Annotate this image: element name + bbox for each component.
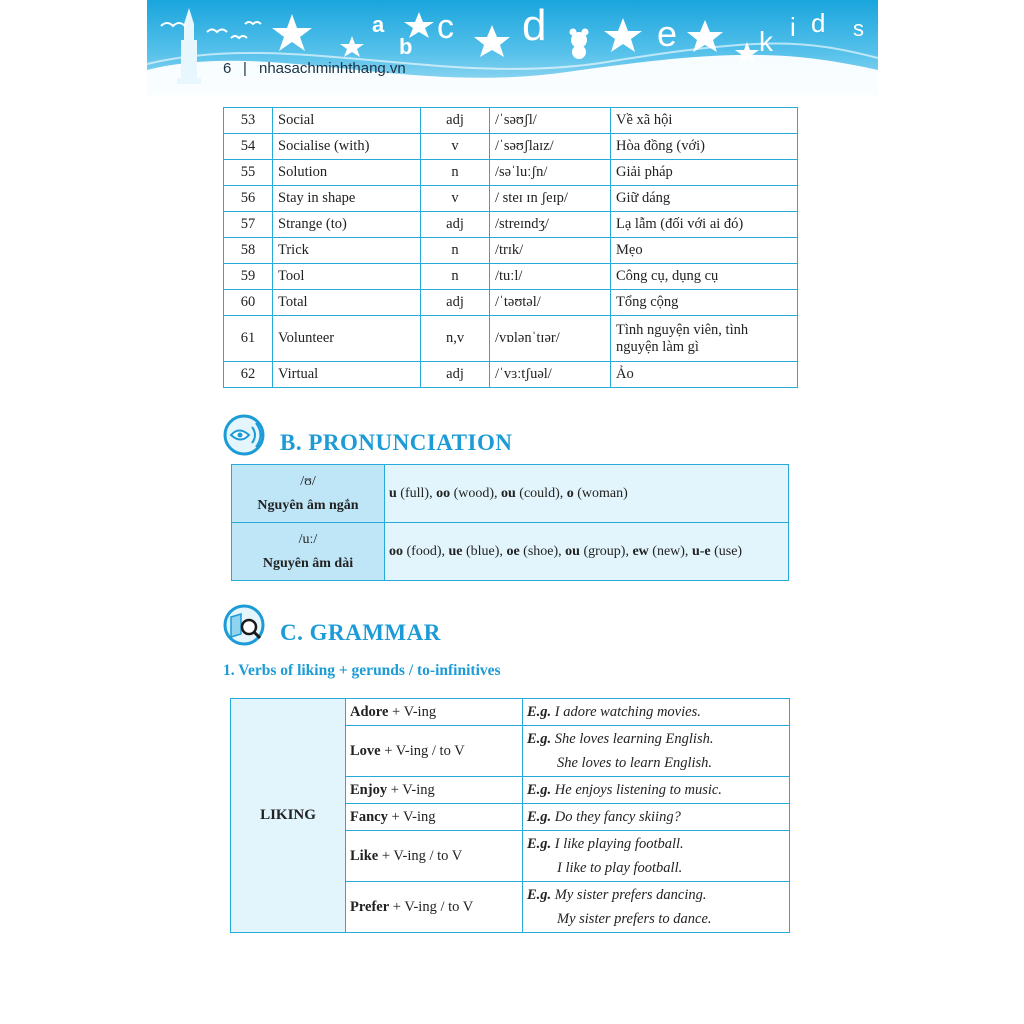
vocab-meaning: Hòa đồng (với): [611, 134, 798, 160]
vocab-meaning: Lạ lẫm (đối với ai đó): [611, 212, 798, 238]
spelling-example: (blue),: [462, 543, 507, 559]
grammar-verb-pattern: [346, 726, 523, 777]
vocab-meaning: Tổng cộng: [611, 290, 798, 316]
banner-letter-e: e: [657, 13, 678, 54]
grammar-verb-pattern: [346, 882, 523, 933]
vocab-meaning: Công cụ, dụng cụ: [611, 264, 798, 290]
grammar-pattern: + V-ing: [387, 781, 435, 798]
pronunciation-title: B. PRONUNCIATION: [280, 430, 513, 455]
grammar-example-line: She loves to learn English.: [557, 755, 713, 771]
vocab-number: 61: [224, 316, 273, 362]
eg-label: E.g.: [527, 809, 552, 825]
grammar-examples: [523, 777, 790, 804]
pronunciation-table: [231, 464, 789, 581]
vocab-word: Strange (to): [273, 212, 421, 238]
vocab-row: [224, 108, 798, 134]
grammar-verb-pattern: [346, 831, 523, 882]
vocab-row: [224, 264, 798, 290]
vocab-ipa: /streɪndʒ/: [490, 212, 611, 238]
pronunciation-row: [232, 465, 789, 523]
vocab-number: 62: [224, 362, 273, 388]
vocab-number: 59: [224, 264, 273, 290]
grammar-examples: [523, 831, 790, 882]
spelling-pattern: ue: [448, 543, 463, 559]
vocab-word: Social: [273, 108, 421, 134]
banner-letter-b: b: [399, 34, 413, 59]
example-sentence: He enjoys listening to music.: [554, 782, 722, 798]
eg-label: E.g.: [527, 704, 552, 720]
grammar-pattern: + V-ing / to V: [378, 847, 463, 864]
spelling-pattern: ew: [632, 543, 649, 559]
stars-icon: [272, 8, 759, 63]
vocab-row: [224, 316, 798, 362]
vocab-part-of-speech: n,v: [421, 316, 490, 362]
pronunciation-vowel-type: Nguyên âm ngắn: [257, 497, 359, 513]
spelling-example: (woman): [573, 485, 628, 501]
eg-label: E.g.: [527, 887, 552, 903]
spelling-example: (group),: [579, 543, 633, 559]
vocab-word: Total: [273, 290, 421, 316]
grammar-verb: Enjoy: [350, 781, 388, 798]
example-sentence: My sister prefers dancing.: [554, 887, 707, 903]
grammar-verb: Like: [350, 847, 379, 864]
vocab-number: 57: [224, 212, 273, 238]
grammar-verb-pattern: [346, 699, 523, 726]
vocab-part-of-speech: adj: [421, 108, 490, 134]
vocab-meaning: Tình nguyện viên, tình nguyện làm gì: [611, 316, 798, 362]
spelling-pattern: ou: [501, 485, 516, 501]
vocab-row: [224, 186, 798, 212]
grammar-examples: [523, 726, 790, 777]
vocab-row: [224, 290, 798, 316]
eg-label: E.g.: [527, 731, 552, 747]
grammar-pattern: + V-ing: [388, 703, 437, 720]
grammar-verb-pattern: [346, 777, 523, 804]
grammar-example-line: [527, 883, 785, 907]
pronunciation-spellings: [385, 465, 789, 523]
birds-icon: [161, 22, 261, 38]
vocab-row: [224, 212, 798, 238]
grammar-example-line: [527, 727, 785, 751]
vocab-meaning: Ảo: [611, 362, 798, 388]
vocab-number: 60: [224, 290, 273, 316]
vocab-ipa: /vɒlənˈtɪər/: [490, 316, 611, 362]
vocab-part-of-speech: v: [421, 134, 490, 160]
grammar-subheading: 1. Verbs of liking + gerunds / to-infinitives: [223, 662, 501, 679]
vocab-word: Tool: [273, 264, 421, 290]
example-sentence: I like playing football.: [554, 836, 684, 852]
grammar-example-line: [527, 832, 785, 856]
banner-letter-s: s: [853, 16, 864, 41]
banner-letter-k: k: [759, 26, 773, 57]
vocab-ipa: /səˈluːʃn/: [490, 160, 611, 186]
header-banner: [147, 0, 878, 96]
banner-letter-d: d: [522, 1, 547, 50]
example-sentence: I adore watching movies.: [554, 704, 701, 720]
grammar-category: LIKING: [231, 699, 346, 933]
example-sentence: Do they fancy skiing?: [554, 809, 681, 825]
grammar-verb: Love: [350, 742, 381, 759]
vocab-word: Socialise (with): [273, 134, 421, 160]
spelling-pattern: ou: [565, 543, 580, 559]
vocab-word: Stay in shape: [273, 186, 421, 212]
vocab-number: 54: [224, 134, 273, 160]
grammar-table: [230, 698, 790, 933]
site-url[interactable]: nhasachminhthang.vn: [259, 60, 406, 77]
vocab-number: 58: [224, 238, 273, 264]
banner-letter-c: c: [437, 8, 454, 46]
vocabulary-table: [223, 107, 798, 388]
grammar-pattern: + V-ing / to V: [389, 898, 474, 915]
vocab-number: 53: [224, 108, 273, 134]
spelling-pattern: u: [389, 485, 397, 501]
vocab-part-of-speech: n: [421, 160, 490, 186]
spelling-pattern: o: [566, 485, 574, 501]
grammar-examples: [523, 882, 790, 933]
grammar-pattern: + V-ing / to V: [380, 742, 465, 759]
spelling-example: (food),: [403, 543, 449, 559]
vocab-part-of-speech: adj: [421, 212, 490, 238]
vocab-part-of-speech: adj: [421, 362, 490, 388]
vocab-word: Solution: [273, 160, 421, 186]
vocab-meaning: Giữ dáng: [611, 186, 798, 212]
vocab-ipa: /trɪk/: [490, 238, 611, 264]
pronunciation-vowel-type: Nguyên âm dài: [262, 555, 354, 571]
vocab-meaning: Về xã hội: [611, 108, 798, 134]
vocab-ipa: /ˈsəʊʃlaɪz/: [490, 134, 611, 160]
teddy-bear-icon: [570, 29, 589, 60]
vocab-part-of-speech: n: [421, 238, 490, 264]
banner-letter-a: a: [372, 12, 385, 37]
grammar-examples: [523, 699, 790, 726]
pronunciation-icon: [222, 413, 268, 459]
grammar-icon: [222, 603, 268, 649]
spelling-example: (full),: [396, 485, 437, 501]
vocab-part-of-speech: v: [421, 186, 490, 212]
pronunciation-spellings: [385, 523, 789, 581]
page-number: 6: [223, 60, 232, 77]
vocab-word: Virtual: [273, 362, 421, 388]
vocab-row: [224, 238, 798, 264]
grammar-example-line: My sister prefers to dance.: [557, 911, 712, 927]
spelling-example: (new),: [648, 543, 692, 559]
grammar-title: C. GRAMMAR: [280, 620, 441, 645]
banner-letter-i: i: [790, 12, 796, 42]
vocab-meaning: Mẹo: [611, 238, 798, 264]
vocab-ipa: /tuːl/: [490, 264, 611, 290]
pronunciation-sound-cell: [232, 465, 385, 523]
spelling-example: (use): [710, 543, 743, 559]
banner-letter-d2: d: [811, 8, 826, 38]
pronunciation-sound: /ʊ/: [300, 473, 316, 489]
grammar-examples: [523, 804, 790, 831]
vocab-word: Trick: [273, 238, 421, 264]
header-separator: |: [243, 60, 247, 77]
vocab-ipa: / steɪ ɪn ʃeɪp/: [490, 186, 611, 212]
spelling-example: (shoe),: [519, 543, 566, 559]
grammar-example-line: [527, 700, 785, 724]
spelling-example: (wood),: [450, 485, 501, 501]
grammar-verb: Prefer: [350, 898, 390, 915]
vocab-ipa: /ˈvɜːtʃuəl/: [490, 362, 611, 388]
spelling-pattern: oo: [389, 543, 403, 559]
eg-label: E.g.: [527, 782, 552, 798]
pronunciation-row: [232, 523, 789, 581]
grammar-example-line: I like to play football.: [557, 860, 683, 876]
spelling-pattern: oo: [436, 485, 451, 501]
vocab-number: 56: [224, 186, 273, 212]
vocab-ipa: /ˈsəʊʃl/: [490, 108, 611, 134]
vocab-part-of-speech: n: [421, 264, 490, 290]
pronunciation-sound-cell: [232, 523, 385, 581]
vocab-word: Volunteer: [273, 316, 421, 362]
example-sentence: She loves learning English.: [554, 731, 714, 747]
pronunciation-sound: /uː/: [298, 531, 318, 547]
vocab-row: [224, 134, 798, 160]
spelling-pattern: oe: [506, 543, 520, 559]
vocab-meaning: Giải pháp: [611, 160, 798, 186]
eg-label: E.g.: [527, 836, 552, 852]
grammar-verb: Adore: [350, 703, 389, 720]
spelling-example: (could),: [515, 485, 567, 501]
grammar-example-line: [527, 805, 785, 829]
vocab-row: [224, 160, 798, 186]
spelling-pattern: u-e: [691, 543, 711, 559]
grammar-verb: Fancy: [350, 808, 388, 825]
grammar-verb-pattern: [346, 804, 523, 831]
grammar-pattern: + V-ing: [387, 808, 436, 825]
vocab-row: [224, 362, 798, 388]
vocab-ipa: /ˈtəʊtəl/: [490, 290, 611, 316]
vocab-number: 55: [224, 160, 273, 186]
grammar-row: [231, 699, 790, 726]
vocab-part-of-speech: adj: [421, 290, 490, 316]
grammar-example-line: [527, 778, 785, 802]
